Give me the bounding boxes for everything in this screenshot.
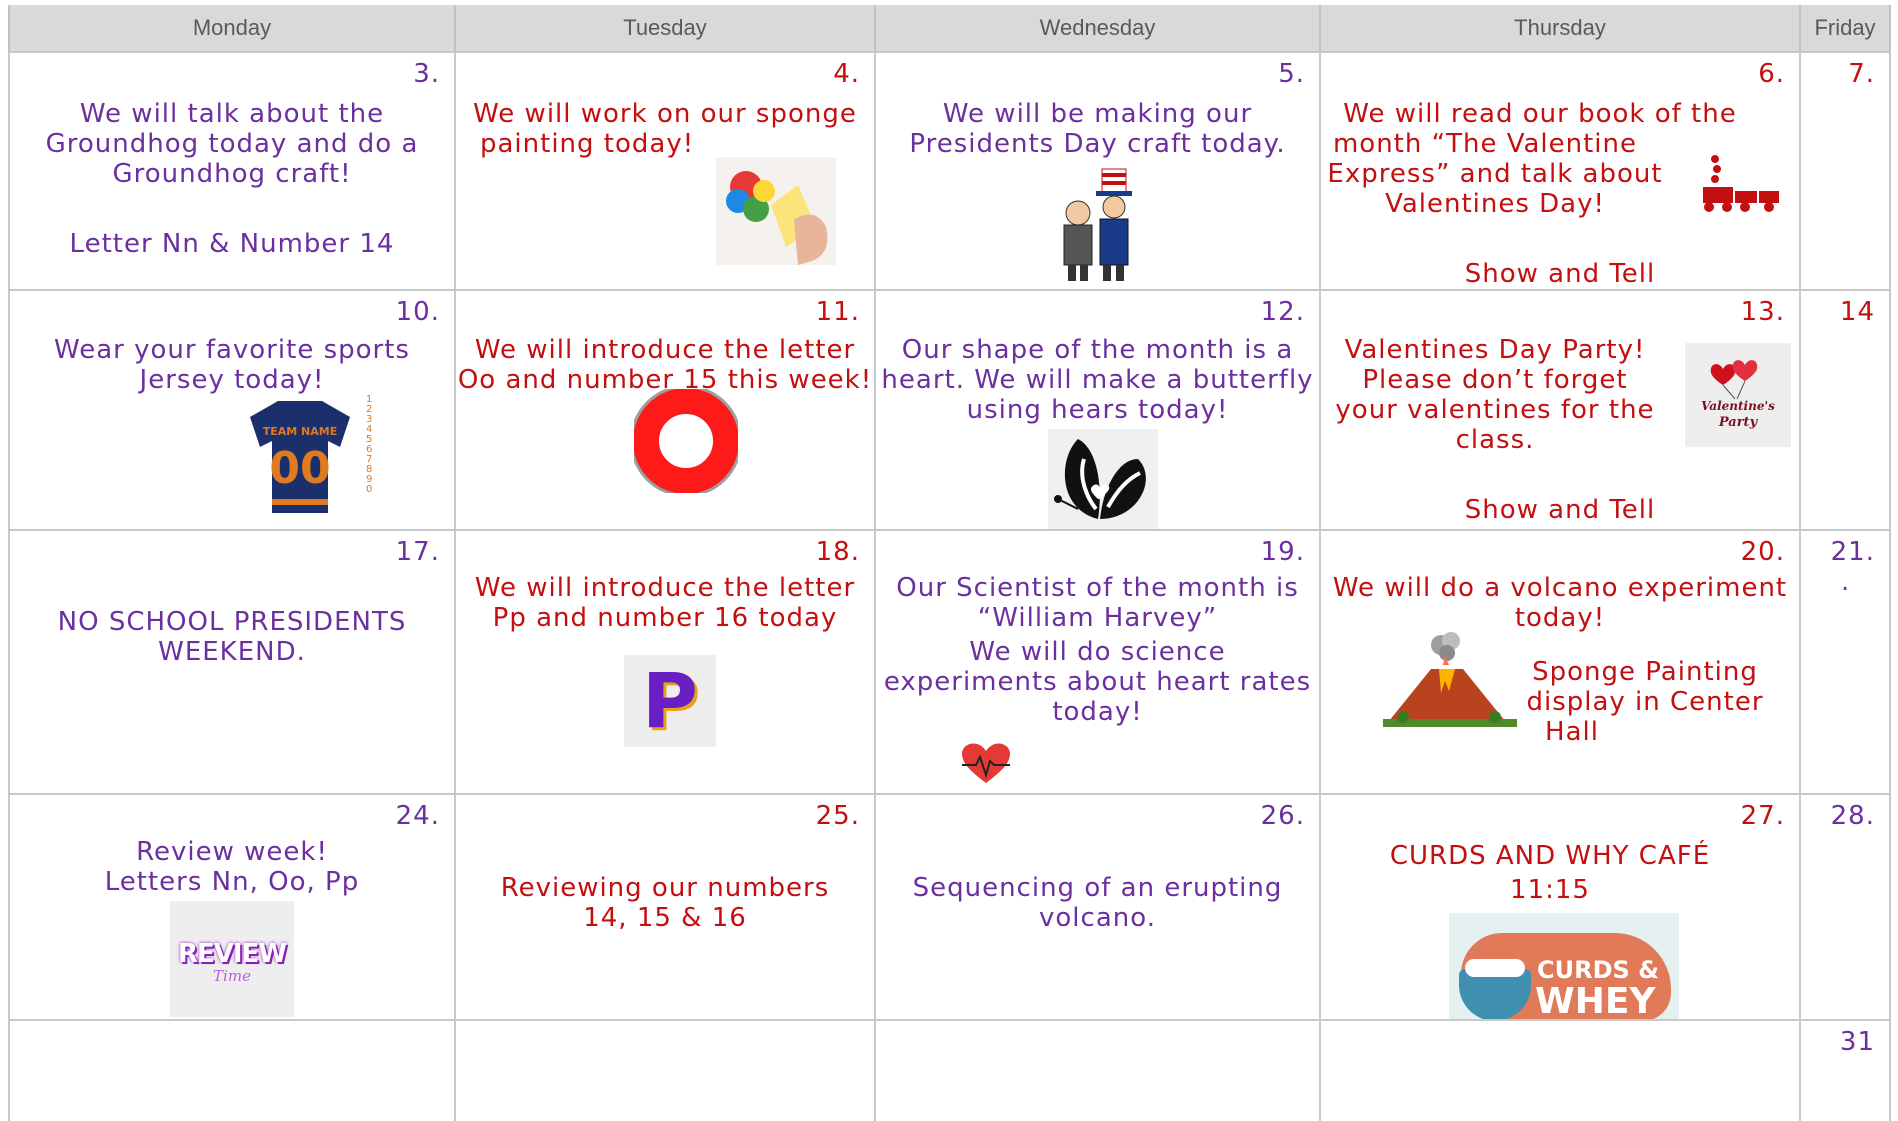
day-cell-13[interactable] [1319, 289, 1799, 529]
event-text: using hears today! [966, 395, 1229, 425]
event-text: We will work on our sponge [473, 99, 857, 129]
header-tuesday: Tuesday [454, 5, 874, 51]
day-number: 21. [1830, 537, 1875, 567]
curds-and-whey-logo [1449, 913, 1679, 1019]
day-cell-5[interactable] [874, 51, 1319, 289]
day-cell-7[interactable] [1799, 51, 1891, 289]
event-text: We will do science [969, 637, 1226, 667]
event-text: Wear your favorite sports [54, 335, 410, 365]
day-number: 14 [1839, 297, 1875, 327]
day-cell-17[interactable] [8, 529, 454, 793]
event-text: month “The Valentine [1332, 129, 1638, 159]
event-text: today! [1514, 603, 1606, 633]
day-number: 17. [395, 537, 440, 567]
badge-text: Party [1718, 415, 1758, 430]
event-text: We will talk about the [79, 99, 385, 129]
logo-text: WHEY [1535, 981, 1656, 1019]
event-text: volcano. [1039, 903, 1156, 933]
event-text: Jersey today! [139, 365, 325, 395]
review-time-badge [170, 901, 294, 1017]
sports-jersey-image [240, 395, 364, 519]
day-cell-21[interactable] [1799, 529, 1891, 793]
event-text: We will be making our [942, 99, 1253, 129]
event-text: WEEKEND. [158, 637, 306, 667]
event-text: Presidents Day craft today. [909, 129, 1286, 159]
day-number: 20. [1740, 537, 1785, 567]
calendar [8, 5, 1891, 1121]
day-cell-24[interactable] [8, 793, 454, 1019]
day-cell-26[interactable] [874, 793, 1319, 1019]
day-number: 10. [395, 297, 440, 327]
day-cell-14[interactable] [1799, 289, 1891, 529]
valentines-party-badge [1685, 343, 1791, 447]
event-text: experiments about heart rates [883, 667, 1312, 697]
event-text: Hall [1545, 717, 1599, 747]
day-number: 27. [1740, 801, 1785, 831]
event-text: Groundhog craft! [112, 159, 352, 189]
day-number: 13. [1740, 297, 1785, 327]
event-text: Oo and number 15 this week! [457, 365, 873, 395]
event-text: Reviewing our numbers [500, 873, 830, 903]
letter-o-image [634, 389, 738, 493]
event-text: Our Scientist of the month is [896, 573, 1299, 603]
event-text: Groundhog today and do a [45, 129, 419, 159]
event-text: Pp and number 16 today [492, 603, 838, 633]
day-number: 31 [1839, 1027, 1875, 1057]
day-number: 11. [815, 297, 860, 327]
day-cell-20[interactable] [1319, 529, 1799, 793]
event-text: Show and Tell [1464, 495, 1656, 525]
heartbeat-icon [960, 741, 1012, 785]
day-cell-25[interactable] [454, 793, 874, 1019]
logo-text: CURDS & [1537, 956, 1660, 984]
presidents-image [1048, 165, 1148, 283]
day-number: 24. [395, 801, 440, 831]
day-number: 6. [1758, 59, 1785, 89]
event-text: painting today! [480, 129, 695, 159]
header-friday: Friday [1799, 5, 1891, 51]
day-cell-18[interactable] [454, 529, 874, 793]
event-text: Show and Tell [1464, 259, 1656, 289]
day-cell-empty [1319, 1019, 1799, 1121]
event-text: Sponge Painting [1532, 657, 1758, 687]
day-cell-6[interactable] [1319, 51, 1799, 289]
day-number: 4. [833, 59, 860, 89]
badge-text: REVIEW [177, 939, 287, 969]
day-number: 19. [1260, 537, 1305, 567]
header-monday: Monday [8, 5, 454, 51]
sponge-painting-image [716, 157, 836, 265]
event-text: today! [1052, 697, 1143, 727]
event-text: Valentines Day Party! [1344, 335, 1646, 365]
event-text: We will read our book of the [1343, 99, 1737, 129]
event-text: Please don’t forget [1362, 365, 1628, 395]
event-text: We will do a volcano experiment [1332, 573, 1788, 603]
day-cell-empty [454, 1019, 874, 1121]
header-wednesday: Wednesday [874, 5, 1319, 51]
jersey-team-name: TEAM NAME [262, 425, 338, 438]
header-thursday: Thursday [1319, 5, 1799, 51]
day-number: 28. [1830, 801, 1875, 831]
day-cell-28[interactable] [1799, 793, 1891, 1019]
day-cell-11[interactable] [454, 289, 874, 529]
event-text: We will introduce the letter [474, 335, 856, 365]
day-cell-12[interactable] [874, 289, 1319, 529]
day-number: 5. [1278, 59, 1305, 89]
jersey-number: 00 [269, 443, 331, 494]
day-cell-empty [8, 1019, 454, 1121]
event-text: Letter Nn & Number 14 [69, 229, 395, 259]
event-text: Letters Nn, Oo, Pp [104, 867, 360, 897]
volcano-image [1383, 631, 1517, 727]
day-cell-empty [874, 1019, 1319, 1121]
day-cell-19[interactable] [874, 529, 1319, 793]
day-cell-27[interactable] [1319, 793, 1799, 1019]
event-text: We will introduce the letter [474, 573, 856, 603]
event-text: Our shape of the month is a [901, 335, 1294, 365]
jersey-number-strip: 1234567890 [366, 394, 373, 495]
event-text: display in Center [1526, 687, 1764, 717]
event-text: heart. We will make a butterfly [881, 365, 1314, 395]
event-text: 14, 15 & 16 [583, 903, 747, 933]
event-text: class. [1455, 425, 1535, 455]
day-number: 26. [1260, 801, 1305, 831]
event-text: your valentines for the [1335, 395, 1655, 425]
day-number: 7. [1848, 59, 1875, 89]
day-cell-10[interactable] [8, 289, 454, 529]
event-text: Sequencing of an erupting [912, 873, 1283, 903]
heart-balloons-icon [1685, 343, 1791, 447]
event-text: CURDS AND WHY CAFÉ [1389, 841, 1711, 871]
event-text: Valentines Day! [1385, 189, 1605, 219]
event-text: 11:15 [1510, 875, 1590, 905]
day-number: 18. [815, 537, 860, 567]
badge-text: Time [213, 967, 251, 985]
event-text: . [1841, 567, 1850, 597]
letter-p: P [642, 656, 698, 745]
day-number: 12. [1260, 297, 1305, 327]
day-cell-3[interactable] [8, 51, 454, 289]
badge-text: Valentine's [1701, 399, 1775, 413]
event-text: “William Harvey” [977, 603, 1218, 633]
event-text: Express” and talk about [1327, 159, 1663, 189]
event-text: Review week! [136, 837, 328, 867]
butterfly-image [1048, 429, 1158, 529]
day-number: 3. [413, 59, 440, 89]
day-number: 25. [815, 801, 860, 831]
letter-p-image [624, 655, 716, 747]
event-text: NO SCHOOL PRESIDENTS [57, 607, 407, 637]
day-cell-31[interactable] [1799, 1019, 1891, 1121]
valentine-train-icon [1695, 153, 1781, 215]
day-cell-4[interactable] [454, 51, 874, 289]
